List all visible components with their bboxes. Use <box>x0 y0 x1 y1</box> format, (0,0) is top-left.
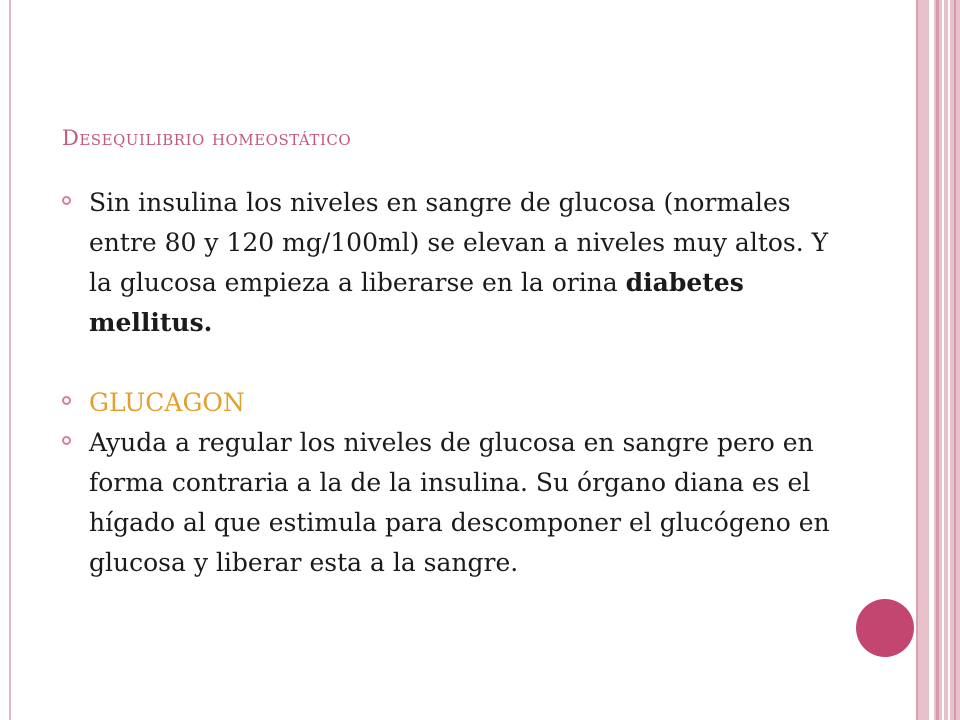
bullet-item-glucagon-heading <box>62 383 842 423</box>
slide-title: Desequilibrio homeostático <box>62 126 352 150</box>
bullet-item-glucagon-description <box>62 423 842 583</box>
bullet-list <box>62 183 842 583</box>
bullet-ring-icon <box>62 196 71 205</box>
bullet-text: GLUCAGON <box>89 388 245 417</box>
bullet-item-insulin <box>62 183 842 343</box>
bullet-bold-term: diabetes mellitus. <box>89 268 744 337</box>
left-decorative-rule <box>9 0 11 720</box>
bullet-ring-icon <box>62 436 71 445</box>
bullet-ring-icon <box>62 396 71 405</box>
decorative-circle <box>856 599 914 657</box>
right-decorative-band <box>916 0 960 720</box>
bullet-text: Ayuda a regular los niveles de glucosa en sangre pero en forma contraria a la de la insulina. Su órgano diana es el hígado al que estimula para descomponer el glucógeno en glucosa y liberar esta a la sangre. <box>89 428 830 577</box>
bullet-text: Sin insulina los niveles en sangre de glucosa (normales entre 80 y 120 mg/100ml) se elevan a niveles muy altos. Y la glucosa empieza a liberarse en la orina <box>89 188 829 297</box>
